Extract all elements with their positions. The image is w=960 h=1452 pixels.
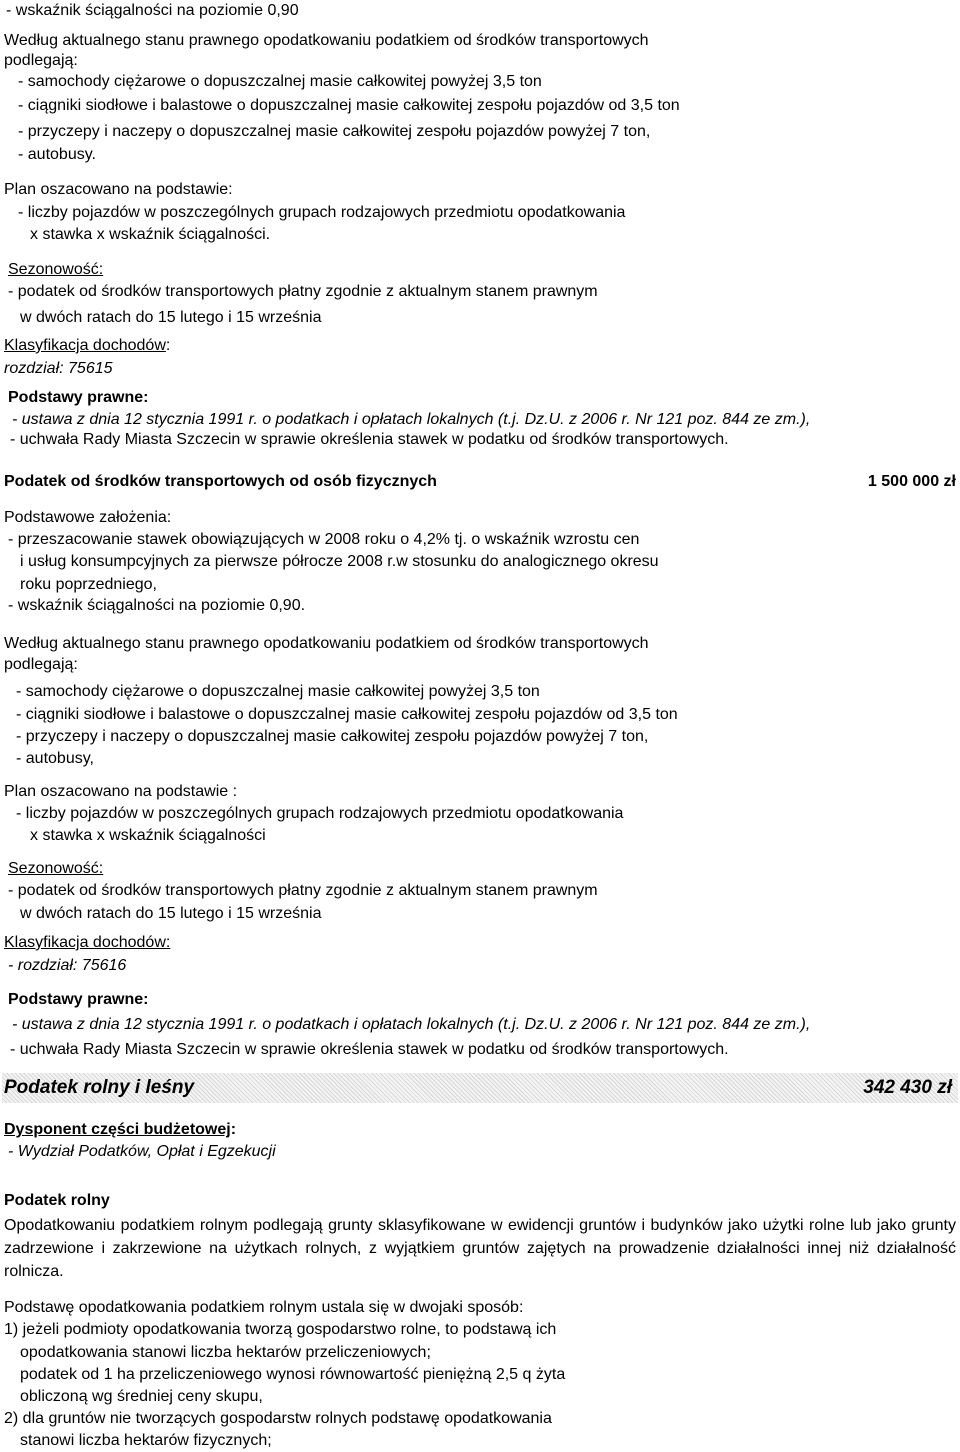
colon: : [230,1121,237,1138]
section-label-row [4,336,170,356]
section-label: Podstawy prawne: [8,991,149,1008]
text-line: podlegają: [4,52,78,69]
text-line: - wskaźnik ściągalności na poziomie 0,90. [8,597,306,614]
text-line: rozdział: 75615 [4,360,113,377]
section-amount: 1 500 000 zł [867,473,956,490]
section-amount: 342 430 zł [863,1077,952,1098]
text-line: Podstawę opodatkowania podatkiem rolnym ustala się w dwojaki sposób: [4,1299,524,1316]
text-line: - ustawa z dnia 12 stycznia 1991 r. o podatkach i opłatach lokalnych (t.j. Dz.U. z 2006 r. Nr 121 poz. 844 ze zm.), [12,1016,811,1033]
text-line: Według aktualnego stanu prawnego opodatkowaniu podatkiem od środków transportowych [4,635,649,652]
list-item: 2) dla gruntów nie tworzących gospodarstw rolnych podstawę opodatkowania [4,1410,552,1427]
text-line: - rozdział: 75616 [8,957,127,974]
text-line: podlegają: [4,656,78,673]
text-line: Plan oszacowano na podstawie : [4,783,238,800]
text-line: x stawka x wskaźnik ściągalności [30,827,266,844]
text-line: - przeszacowanie stawek obowiązujących w 2008 roku o 4,2% tj. o wskaźnik wzrostu cen [8,531,640,548]
text-line: - podatek od środków transportowych płatny zgodnie z aktualnym stanem prawnym [8,882,598,899]
text-line: - podatek od środków transportowych płatny zgodnie z aktualnym stanem prawnym [8,283,598,300]
list-item: - samochody ciężarowe o dopuszczalnej masie całkowitej powyżej 3,5 ton [18,73,542,90]
text-line: - liczby pojazdów w poszczególnych grupach rodzajowych przedmiotu opodatkowania [18,204,626,221]
section-title: Podatek rolny i leśny [4,1077,195,1098]
text-line: Plan oszacowano na podstawie: [4,181,233,198]
section-label: Sezonowość: [8,261,104,278]
section-title: Podatek od środków transportowych od osób fizycznych [4,473,437,490]
text-line: podatek od 1 ha przeliczeniowego wynosi równowartość pieniężną 2,5 q żyta [20,1366,566,1383]
list-item: - autobusy, [16,750,94,767]
section-label-row [4,1120,236,1140]
text-line: Podstawowe założenia: [4,509,172,526]
section-label: Klasyfikacja dochodów [4,337,166,354]
text-line: w dwóch ratach do 15 lutego i 15 września [20,905,322,922]
colon: : [165,337,171,354]
text-line: - uchwała Rady Miasta Szczecin w sprawie określenia stawek w podatku od środków transportowych. [10,431,729,448]
text-line: - uchwała Rady Miasta Szczecin w sprawie określenia stawek w podatku od środków transportowych. [10,1041,729,1058]
section-label: Klasyfikacja dochodów: [4,934,171,951]
section-label: Sezonowość: [8,860,104,877]
section-label: Dysponent części budżetowej [4,1121,231,1138]
list-item: - ciągniki siodłowe i balastowe o dopuszczalnej masie całkowitej zespołu pojazdów od 3,5 ton [18,97,680,114]
paragraph: Opodatkowaniu podatkiem rolnym podlegają grunty sklasyfikowane w ewidencji gruntów i budynków jako użytki rolne lub jako grunty zadrzewione i zakrzewione na użytkach rolnych, z wyjątkiem gruntów zajętych na prowadzenie działalności innej niż działalność rolnicza. [4,1217,956,1280]
text-line: - Wydział Podatków, Opłat i Egzekucji [8,1143,276,1160]
text-line: Według aktualnego stanu prawnego opodatkowaniu podatkiem od środków transportowych [4,32,649,49]
section-title: Podatek rolny [4,1192,110,1209]
text-line: roku poprzedniego, [20,576,157,593]
text-line: - ustawa z dnia 12 stycznia 1991 r. o podatkach i opłatach lokalnych (t.j. Dz.U. z 2006 r. Nr 121 poz. 844 ze zm.), [12,411,811,428]
list-item: - przyczepy i naczepy o dopuszczalnej masie całkowitej zespołu pojazdów powyżej 7 ton, [18,123,651,140]
list-item: - samochody ciężarowe o dopuszczalnej masie całkowitej powyżej 3,5 ton [16,683,540,700]
text-line: stanowi liczba hektarów fizycznych; [20,1432,272,1449]
text-line: i usług konsumpcyjnych za pierwsze półrocze 2008 r.w stosunku do analogicznego okresu [20,553,659,570]
text-line: x stawka x wskaźnik ściągalności. [30,226,271,243]
list-item: - autobusy. [18,146,96,163]
list-item: - ciągniki siodłowe i balastowe o dopuszczalnej masie całkowitej zespołu pojazdów od 3,5 ton [16,706,678,723]
list-item: - przyczepy i naczepy o dopuszczalnej masie całkowitej zespołu pojazdów powyżej 7 ton, [16,728,649,745]
text-line: obliczoną wg średniej ceny skupu, [20,1388,263,1405]
text-line: - wskaźnik ściągalności na poziomie 0,90 [6,2,299,19]
text-line: - liczby pojazdów w poszczególnych grupach rodzajowych przedmiotu opodatkowania [16,805,624,822]
list-item: 1) jeżeli podmioty opodatkowania tworzą gospodarstwo rolne, to podstawą ich [4,1321,557,1338]
text-line: w dwóch ratach do 15 lutego i 15 września [20,309,322,326]
text-line: opodatkowania stanowi liczba hektarów przeliczeniowych; [20,1344,431,1361]
section-label: Podstawy prawne: [8,389,149,406]
